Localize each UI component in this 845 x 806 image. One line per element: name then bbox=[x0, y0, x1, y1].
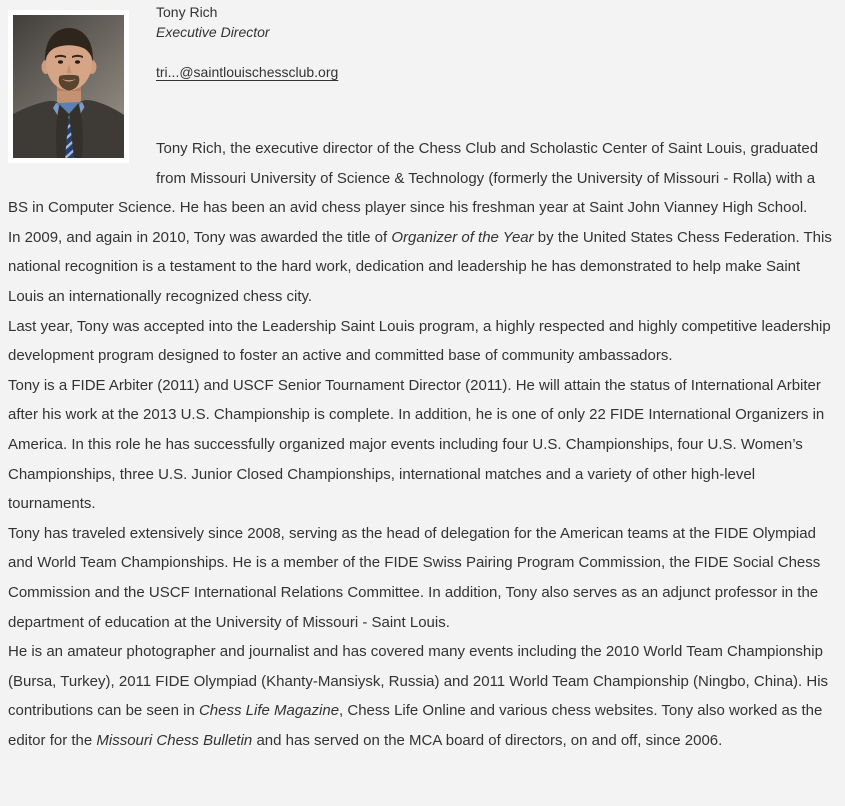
bio-run-italic: Chess Life Magazine bbox=[198, 702, 340, 720]
bio-run: He is an amateur photographer and journalist and has covered many events including the 2010 World Team Championship (Bursa, Turkey), 2011 FIDE Olympiad (Khanty-Mansiysk, Russia) and 2011 World Team Championship (Ningbo, China). His contributions can be seen in bbox=[8, 643, 829, 720]
bio-run: by the United States Chess Federation. This national recognition is a testament to the hard work, dedication and leadership he has demonstrated to help make Saint Louis an internationally recognized chess city. bbox=[8, 228, 832, 305]
bio-paragraph bbox=[8, 637, 837, 755]
bio-paragraph bbox=[8, 312, 837, 371]
bio-run: In 2009, and again in 2010, Tony was awarded the title of bbox=[8, 228, 392, 246]
profile-header bbox=[8, 2, 837, 82]
bio-paragraph bbox=[8, 223, 837, 312]
bio-run: and has served on the MCA board of directors, on and off, since 2006. bbox=[252, 731, 723, 749]
portrait-image bbox=[13, 15, 124, 158]
bio-run: Tony Rich, the executive director of the Chess Club and Scholastic Center of Saint Louis, graduated from Missouri University of Science & Technology (formerly the University of Missouri - Rolla) with a BS in Computer Science. He has been an avid chess player since his freshman year at Saint John Vianney High School. bbox=[8, 140, 819, 217]
bio-paragraph bbox=[8, 519, 837, 637]
bio-text bbox=[8, 134, 837, 755]
bio-run-italic: Missouri Chess Bulletin bbox=[96, 731, 253, 749]
bio-run: Last year, Tony was accepted into the Leadership Saint Louis program, a highly respected and highly competitive leadership development program designed to foster an active and committed base of community ambassadors. bbox=[8, 317, 831, 365]
bio-run-italic: Organizer of the Year bbox=[391, 228, 534, 246]
profile-title: Executive Director bbox=[156, 24, 270, 40]
bio-run: Tony is a FIDE Arbiter (2011) and USCF Senior Tournament Director (2011). He will attain the status of International Arbiter after his work at the 2013 U.S. Championship is complete. In addition, he is one of only 22 FIDE International Organizers in America. In this role he has successfully organized major events including four U.S. Championships, four U.S. Women’s Championships, three U.S. Junior Closed Championships, international matches and a variety of other high-level tournaments. bbox=[8, 376, 825, 513]
profile-name: Tony Rich bbox=[156, 4, 218, 20]
bio-paragraph bbox=[8, 371, 837, 519]
email-row bbox=[8, 62, 837, 82]
bio-run: Tony has traveled extensively since 2008, serving as the head of delegation for the American teams at the FIDE Olympiad and World Team Championships. He is a member of the FIDE Swiss Pairing Program Commission, the FIDE Social Chess Commission and the USCF International Relations Committee. In addition, Tony also serves as an adjunct professor in the department of education at the University of Missouri - Saint Louis. bbox=[8, 524, 821, 631]
email-link[interactable]: tri...@saintlouischessclub.org bbox=[156, 64, 339, 80]
profile-photo bbox=[8, 10, 129, 163]
bio-paragraph bbox=[8, 134, 837, 223]
bio-run: , Chess Life Online and various chess websites. Tony also worked as the editor for the bbox=[8, 702, 823, 749]
